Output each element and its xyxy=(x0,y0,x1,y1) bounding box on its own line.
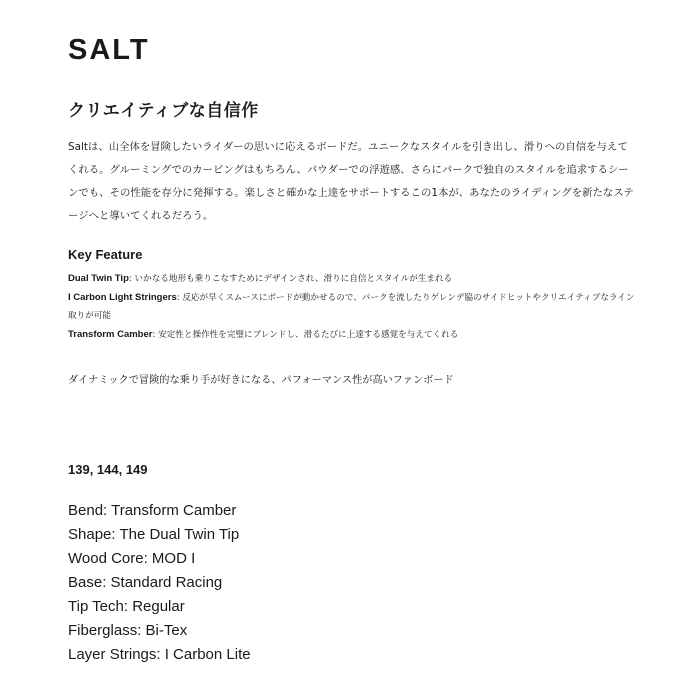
feature-item-transform-camber xyxy=(68,326,640,345)
feature-name: I Carbon Light Stringers xyxy=(68,291,177,303)
feature-item-carbon-light-stringers xyxy=(68,289,640,326)
feature-desc: : いかなる地形も乗りこなすためにデザインされ、滑りに自信とスタイルが生まれる xyxy=(128,274,453,284)
spec-layer-strings: Layer Strings: I Carbon Lite xyxy=(68,646,251,663)
spec-wood-core: Wood Core: MOD I xyxy=(68,550,196,567)
intro-paragraph: Saltは、山全体を冒険したいライダーの思いに応えるボードだ。ユニークなスタイルを引き出し、滑りへの自信を与えてくれる。グルーミングでのカービングはもちろん、パウダーでの浮遊感、さらにパークで独自のスタイルを追求するシーンでも、その性能を存分に発揮する。楽しさと確かな上達をサポートするこの1本が、あなたのライディングを新たなステージへと導いてくれるだろう。 xyxy=(68,141,634,222)
spec-fiberglass: Fiberglass: Bi-Tex xyxy=(68,622,188,639)
spec-bend: Bend: Transform Camber xyxy=(68,502,237,519)
feature-item-dual-twin-tip xyxy=(68,270,640,289)
headline: クリエイティブな自信作 xyxy=(68,101,259,121)
feature-name: Dual Twin Tip xyxy=(68,273,129,284)
spec-shape: Shape: The Dual Twin Tip xyxy=(68,526,240,543)
feature-name: Transform Camber xyxy=(68,328,153,340)
board-sizes: 139, 144, 149 xyxy=(68,462,148,477)
spec-list xyxy=(68,499,251,667)
feature-desc: : 反応が早くスムースにボードが動かせるので、パークを流したりゲレンデ脇のサイドヒットやクリエイティブなライン取りが可能 xyxy=(68,292,635,321)
key-feature-list xyxy=(68,270,640,344)
feature-desc: : 安定性と操作性を完璧にブレンドし、滑るたびに上達する感覚を与えてくれる xyxy=(152,329,459,340)
key-feature-title: Key Feature xyxy=(68,247,143,262)
tagline: ダイナミックで冒険的な乗り手が好きになる、パフォーマンス性が高いファンボード xyxy=(68,375,454,386)
spec-base: Base: Standard Racing xyxy=(68,574,223,591)
brand-title: SALT xyxy=(68,34,150,66)
spec-tip-tech: Tip Tech: Regular xyxy=(68,598,185,615)
